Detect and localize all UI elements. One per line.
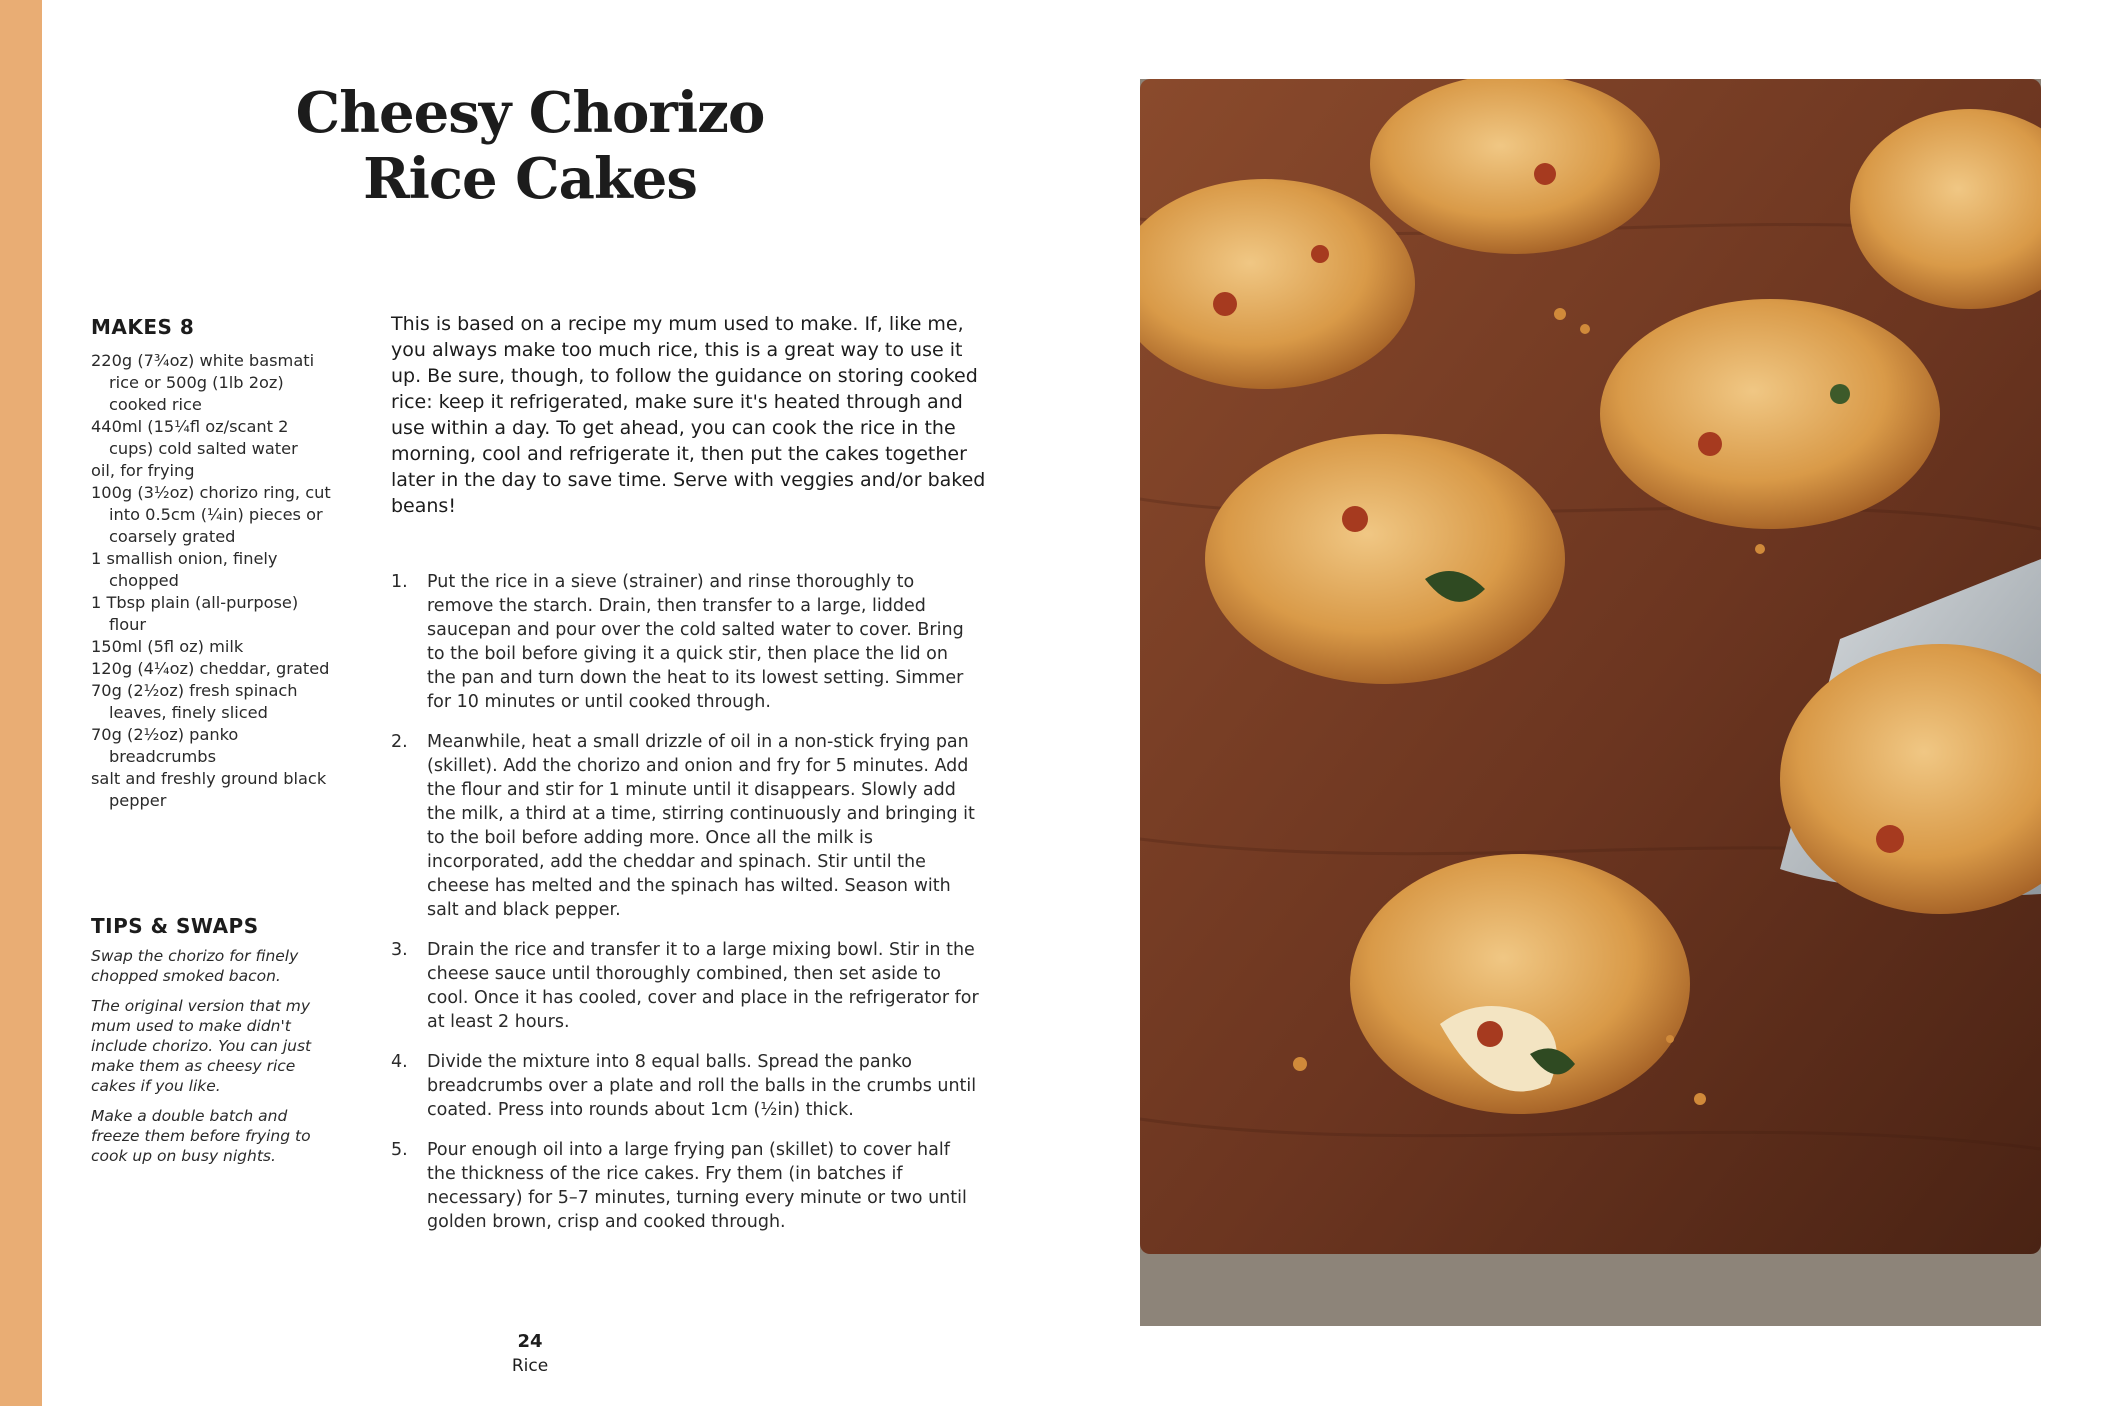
ingredient-list <box>91 350 331 812</box>
rice-cake <box>1205 434 1565 684</box>
ingredient-item: 70g (2½oz) panko breadcrumbs <box>91 725 239 766</box>
ingredient-item: 1 Tbsp plain (all-purpose) flour <box>91 593 299 634</box>
title-line-1: Cheesy Chorizo <box>295 80 765 146</box>
ingredient-item: 1 smallish onion, finely chopped <box>91 549 278 590</box>
section-name: Rice <box>511 1356 549 1376</box>
step-text: Meanwhile, heat a small drizzle of oil in a non-stick frying pan (skillet). Add the chorizo and onion and fry for 5 minutes. Add the flour and stir for 1 minute until it disappears. Slowly add the milk, a third at a time, stirring continuously and bringing it to the boil before adding more. Once all the milk is incorporated, add the cheddar and spinach. Stir until the cheese has melted and the spinach has wilted. Season with salt and black pepper. <box>427 732 975 920</box>
step-text: Drain the rice and transfer it to a large mixing bowl. Stir in the cheese sauce until thoroughly combined, then set aside to cool. Once it has cooled, cover and place in the refrigerator for at least 2 hours. <box>427 940 979 1032</box>
ingredient-item: 70g (2½oz) fresh spinach leaves, finely sliced <box>91 681 298 722</box>
step-text: Pour enough oil into a large frying pan (skillet) to cover half the thickness of the rice cakes. Fry them (in batches if necessary) for 5–7 minutes, turning every minute or two until golden brown, crisp and cooked through. <box>427 1140 967 1232</box>
method-step <box>391 570 981 714</box>
step-number: 4. <box>391 1052 408 1072</box>
tips-heading: TIPS & SWAPS <box>91 914 259 938</box>
ingredient-item: 220g (7¾oz) white basmati rice or 500g (1lb 2oz) cooked rice <box>91 351 315 414</box>
method-step <box>391 1138 981 1234</box>
makes-heading: MAKES 8 <box>91 315 195 339</box>
side-color-band <box>0 0 42 1406</box>
rice-cake <box>1600 299 1940 529</box>
ingredient-item: 150ml (5fl oz) milk <box>91 637 244 656</box>
method-step <box>391 730 981 922</box>
ingredient-item: 120g (4¼oz) cheddar, grated <box>91 659 330 678</box>
step-number: 2. <box>391 732 408 752</box>
tip-item: Make a double batch and freeze them before frying to cook up on busy nights. <box>91 1107 311 1165</box>
rice-cake-bitten <box>1350 854 1690 1114</box>
tip-item: The original version that my mum used to make didn't include chorizo. You can just make them as cheesy rice cakes if you like. <box>91 997 312 1095</box>
tip-item: Swap the chorizo for finely chopped smoked bacon. <box>91 947 299 985</box>
step-number: 1. <box>391 572 408 592</box>
intro-paragraph: This is based on a recipe my mum used to make. If, like me, you always make too much rice, this is a great way to use it up. Be sure, though, to follow the guidance on storing cooked rice: keep it refrigerated, make sure it's heated through and use within a day. To get ahead, you can cook the rice in the morning, cool and refrigerate it, then put the cakes together later in the day to save time. Serve with veggies and/or baked beans! <box>391 313 986 517</box>
step-text: Divide the mixture into 8 equal balls. Spread the panko breadcrumbs over a plate and roll the balls in the crumbs until coated. Press into rounds about 1cm (½in) thick. <box>427 1052 977 1120</box>
ingredient-item: salt and freshly ground black pepper <box>91 769 327 810</box>
step-text: Put the rice in a sieve (strainer) and rinse thoroughly to remove the starch. Drain, then transfer to a large, lidded saucepan and pour over the cold salted water to cover. Bring to the boil before giving it a quick stir, then place the lid on the pan and turn down the heat to its lowest setting. Simmer for 10 minutes or until cooked through. <box>427 572 964 712</box>
method-step <box>391 938 981 1034</box>
step-number: 5. <box>391 1140 408 1160</box>
method-steps <box>391 570 981 1250</box>
step-number: 3. <box>391 940 408 960</box>
method-step <box>391 1050 981 1122</box>
food-photo <box>1140 79 2041 1326</box>
recipe-title <box>230 80 830 212</box>
ingredient-item: 440ml (15¼fl oz/scant 2 cups) cold salted water <box>91 417 298 458</box>
ingredient-item: 100g (3½oz) chorizo ring, cut into 0.5cm (¼in) pieces or coarsely grated <box>91 483 331 546</box>
page-number: 24 <box>517 1331 543 1352</box>
title-line-2: Rice Cakes <box>363 146 697 212</box>
tips-list <box>91 946 331 1176</box>
page-footer <box>480 1330 580 1378</box>
ingredient-item: oil, for frying <box>91 461 195 480</box>
rice-cake <box>1370 79 1660 254</box>
